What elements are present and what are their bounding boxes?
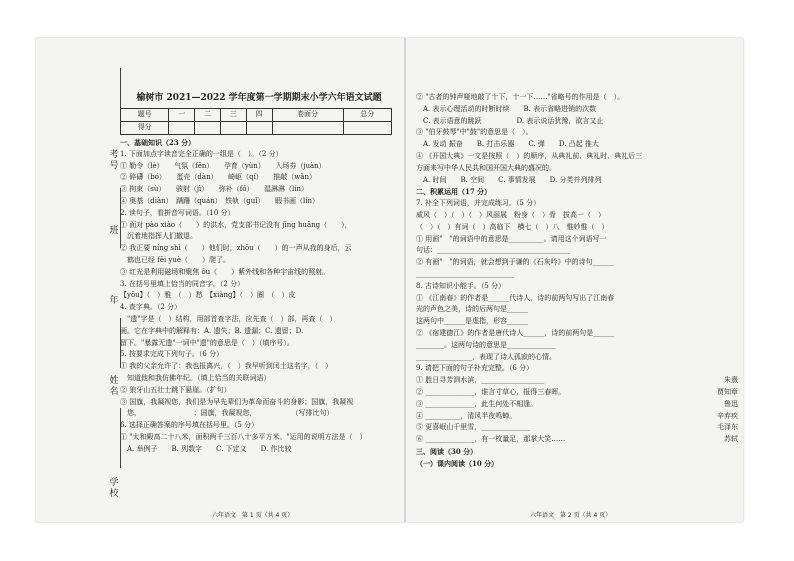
name-label: 姓名: [109, 376, 119, 397]
text-line: [416, 104, 738, 116]
text-line: [120, 361, 398, 373]
text-line: [120, 290, 398, 302]
text-line: [120, 302, 398, 314]
score-cell[interactable]: [195, 122, 221, 135]
line-text: "遗"字是（ ）结构，用部首查字法，应先查（ ）部，再查（ ）: [120, 314, 337, 323]
text-line: [416, 210, 738, 222]
line-text: 二、积累运用（17 分）: [416, 187, 492, 197]
line-text: ③ 红光是利用磁场和聚焦 ōu（ ）紫外线和各种宇宙线的照射。: [120, 267, 330, 276]
line-text: A. 时间 B. 空间 C. 事情发展 D. 分类并列排列: [416, 175, 602, 184]
line-text: 9. 请把下面的句子补充完整。（6 分）: [416, 364, 534, 373]
right-page-footer: 六年语文 第 2 页（共 4 页）: [530, 512, 612, 519]
school-label: 学校: [109, 478, 119, 499]
text-line: [120, 172, 398, 184]
text-line: [416, 375, 738, 387]
text-line: [416, 163, 738, 175]
line-text: ① 《江南春》的作者是______代诗人，诗的前两句写出了江南春: [416, 293, 615, 302]
line-text: ________________，表现了诗人孤寂的心情。: [416, 352, 556, 361]
poet-attribution: 苏轼: [724, 435, 738, 444]
line-text: 1. 下面加点字读音完全正确的一组是（ ）。（2 分）: [120, 149, 283, 158]
text-line: [416, 245, 738, 257]
text-line: [416, 116, 738, 128]
line-text: 4. 查字典。（2 分）: [120, 303, 182, 312]
text-line: [416, 434, 738, 446]
text-line: [416, 340, 738, 352]
poet-attribution: 朱熹: [724, 376, 738, 385]
poet-attribution: 贾知章: [717, 387, 738, 396]
text-line: [120, 373, 398, 385]
right-question-list: [416, 92, 738, 470]
left-page-footer: 六年语文 第 1 页（共 4 页）: [212, 512, 294, 519]
table-cell: 一: [169, 109, 195, 122]
text-line: [120, 255, 398, 267]
text-line: [416, 304, 738, 316]
line-text: 这两句中______是虚指，形容______: [416, 317, 528, 326]
text-line: [120, 338, 398, 350]
line-text: 7. 补全下列词语，并完成练习。（5 分）: [416, 199, 541, 208]
grade-label: 年: [109, 296, 119, 306]
table-cell: 卷面分: [272, 109, 343, 122]
table-cell: 二: [195, 109, 221, 122]
line-text: 鹤也已经 fēi yuè（ ）爬了。: [120, 255, 231, 264]
score-cell[interactable]: [220, 122, 246, 135]
text-line: [120, 326, 398, 338]
poet-attribution: 鲁迅: [724, 399, 738, 408]
text-line: [416, 352, 738, 364]
text-line: [416, 458, 738, 470]
text-line: [416, 422, 738, 434]
text-line: [120, 184, 398, 196]
text-line: [416, 269, 738, 281]
class-label: 班: [109, 226, 119, 236]
text-line: [416, 127, 738, 139]
text-line: [120, 208, 398, 220]
text-line: [416, 151, 738, 163]
text-line: [416, 222, 738, 234]
text-line: [120, 161, 398, 173]
text-line: [416, 257, 738, 269]
line-text: A. 发动 振奋 B. 打击乐器 C. 弹 D. 凸起 推大: [416, 140, 599, 149]
line-text: ② 狼牙山五壮士跳下悬崖。（扩句）: [120, 385, 231, 394]
line-text: ⑤ 更喜岷山千里雪，______________: [416, 423, 531, 432]
line-text: 句话：______________________________________: [416, 246, 570, 255]
text-line: [120, 196, 398, 208]
text-line: [416, 175, 738, 187]
line-text: ③ 国旗，我凝视您，我们是为早先辈们为革命而奋斗的身影；国旗，我凝视: [120, 397, 354, 406]
text-line: [416, 316, 738, 328]
line-text: ① 胜日寻芳泗水滨，__________________: [416, 376, 545, 385]
text-line: [120, 444, 398, 456]
line-text: ________。这两句诗的意思是______________: [416, 340, 556, 349]
line-text: （一）课内阅读（10 分）: [416, 458, 499, 468]
text-line: [120, 314, 398, 326]
poet-attribution: 辛弃疾: [717, 411, 738, 420]
table-cell: 得分: [121, 122, 169, 135]
line-text: ⑥ ______________，有一枚量足，那掌大笑……: [416, 435, 566, 444]
line-text: C. 表示语意的跳跃 D. 表示说话犹豫，欲言又止: [416, 116, 604, 125]
line-text: ③ "伯牙鼓琴"中"鼓"的意思是（ ）。: [416, 128, 533, 137]
score-cell[interactable]: [246, 122, 272, 135]
table-cell: 三: [220, 109, 246, 122]
line-text: ② 碎礴（bó） 蛋壳（dàn） 崎岖（qí） 推敲（wǎn）: [120, 173, 316, 182]
text-line: [416, 234, 738, 246]
line-text: 5. 按要求完成下列句子。（6 分）: [120, 350, 224, 359]
exam-title: 榆树市 2021—2022 学年度第一学期期末小学六年语文试题: [136, 93, 382, 103]
binding-margin: [40, 38, 119, 522]
line-text: ① 勒令（lè） 气氛（fēn） 孕育（yùn） 入场券（juàn）: [120, 161, 326, 170]
score-cell[interactable]: [272, 122, 343, 135]
left-question-list: [120, 137, 398, 456]
text-line: [416, 446, 738, 458]
score-table-header: [121, 109, 392, 122]
line-text: ② 我正要 níng shì（ ）他们时，zhōu（ ）的一声从我的身后，云: [120, 244, 352, 253]
line-text: 画。它在字典中的解释有：A. 遗失；B. 遗漏；C. 遗留；D.: [120, 326, 304, 335]
text-line: [120, 397, 398, 409]
score-table-row: [121, 122, 392, 135]
line-text: ② 《宿建德江》的作者是唐代诗人______，诗的前两句是______: [416, 328, 615, 337]
line-text: ② "古者的钟声哑地敲了十下，十一下……"省略号的作用是（ ）。: [416, 93, 625, 101]
line-text: A. 举例子 B. 列数字 C. 下定义 D. 作比较: [120, 444, 292, 453]
text-line: [416, 293, 738, 305]
table-cell: 四: [246, 109, 272, 122]
text-line: [120, 349, 398, 361]
seat-label: 考号: [109, 150, 119, 171]
text-line: [120, 149, 398, 161]
text-line: [416, 363, 738, 375]
line-text: ① 用画" "的词语中的意思是__________。请用这个词语写一: [416, 234, 607, 243]
line-text: 您， ；国旗，我凝视您， （写排比句）: [120, 409, 334, 418]
line-text: 6. 选择正确答案的序号填在括号里。（5 分）: [120, 421, 259, 430]
table-cell: 总分: [343, 109, 391, 122]
line-text: ④ 奥基（diàn） 蹒跚（quán） 铁轨（guǐ） 暇书画（lín）: [120, 196, 320, 205]
line-text: ② ______________，谁言寸草心，报得三春晖。: [416, 387, 566, 396]
line-text: ① 面对 pào xiào（ ）的洪水，党支部书记没有 jīng huāng（ ），: [120, 220, 352, 229]
text-line: [120, 432, 398, 444]
poet-attribution: 毛泽东: [717, 423, 738, 432]
text-line: [416, 281, 738, 293]
page-fold: [404, 38, 406, 522]
text-line: [120, 243, 398, 255]
left-page: [120, 92, 398, 456]
text-line: [416, 387, 738, 399]
line-text: ② 有画" "的词语，就会想到于谦的《石灰吟》中的诗句______: [416, 258, 614, 267]
line-text: 3. 在括号里填上恰当的同音字。（2 分）: [120, 279, 245, 288]
text-line: [120, 267, 398, 279]
text-line: [120, 220, 398, 232]
line-text: （ ）（ ）有词（ ）高临下 横七（ ）八 惟妙惟（ ）: [416, 222, 609, 231]
table-cell: 题号: [121, 109, 169, 122]
line-text: ① 我的父亲允许了：我也报离兴，（ ）我早听到闰土这名字，（ ）: [120, 362, 333, 371]
text-line: [120, 231, 398, 243]
line-text: 一、基础知识（23 分）: [120, 138, 196, 147]
line-text: 8. 古诗知识小能手。（5 分）: [416, 281, 506, 290]
score-table: [120, 108, 392, 135]
line-text: ① "太和殿高二十八米，面积两千三百八十多平方米。"运用的说明方法是（ ）: [120, 432, 367, 441]
line-text: A. 表示心理活动的时断时续 B. 表示省略进销的次数: [416, 104, 597, 113]
text-line: [416, 139, 738, 151]
score-cell[interactable]: [343, 122, 391, 135]
line-text: 沉着地指挥人们撤退。: [120, 232, 197, 241]
text-line: [416, 186, 738, 198]
text-line: [120, 420, 398, 432]
text-line: [120, 408, 398, 420]
line-text: 方面来写中华人民共和国开国大典的盛况的。: [416, 163, 556, 172]
line-text: 光的声色之美，诗的后两句是______: [416, 305, 528, 314]
text-line: [416, 92, 738, 104]
line-text: ____________________________: [416, 269, 514, 278]
line-text: 知道他和我仿佛年纪。（填上恰当的关联词语）: [120, 373, 271, 382]
line-text: 威风（ ）（ ）（ ）风丽展 粉身（ ）骨 拔高一（ ）: [416, 210, 605, 219]
score-cell[interactable]: [169, 122, 195, 135]
text-line: [416, 328, 738, 340]
line-text: ④ 《开国大典》一文是按照（ ）的顺序，从典礼前、典礼时、典礼后三: [416, 151, 643, 160]
text-line: [120, 279, 398, 291]
line-text: 三、阅读（30 分）: [416, 446, 478, 456]
line-text: 留下。"暴露无遗"一词中"遗"的意思是（ ）（填序号）。: [120, 338, 294, 347]
text-line: [120, 385, 398, 397]
text-line: [120, 137, 398, 149]
line-text: ④ __________，清风半夜鸣蝉。: [416, 411, 517, 420]
text-line: [416, 198, 738, 210]
text-line: [416, 411, 738, 423]
line-text: ③ ______________，此生何处不相逢。: [416, 399, 538, 408]
line-text: 【yōu】（ ）雅 （ ）愁 【xiàng】（ ）圈 （ ）皮: [120, 291, 296, 300]
line-text: 2. 读句子，看拼音写词语。（10 分）: [120, 208, 235, 217]
line-text: ③ 拘束（sù） 骇射（jì） 弥补（fǒ） 湿淋淋（lín）: [120, 185, 309, 194]
right-page: [416, 92, 738, 470]
text-line: [416, 399, 738, 411]
